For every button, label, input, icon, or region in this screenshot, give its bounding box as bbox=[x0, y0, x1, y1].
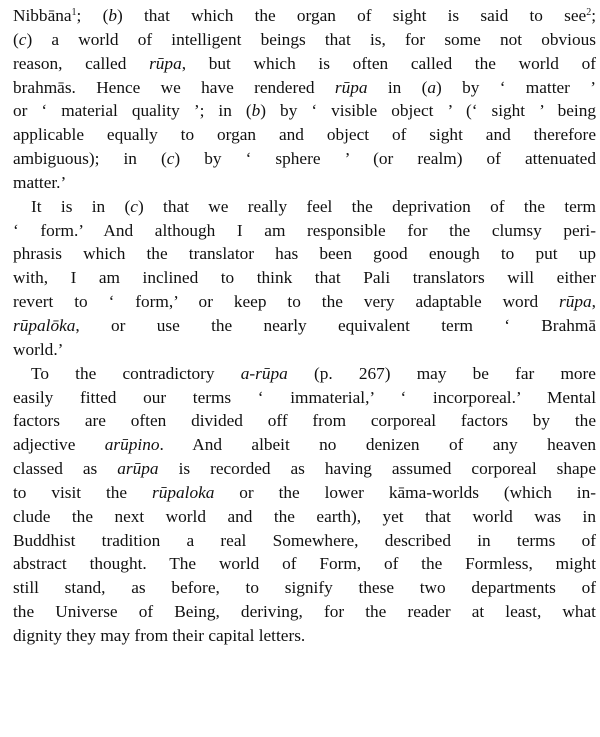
text-line bbox=[13, 457, 596, 481]
text-line bbox=[13, 242, 596, 266]
text-line bbox=[13, 338, 596, 362]
italic-term: c bbox=[166, 149, 175, 169]
text-run: to visit the bbox=[13, 482, 152, 502]
text-run: clude the next world and the earth), yet that world was in bbox=[13, 506, 596, 526]
text-run: ) that which the organ of sight is said to see bbox=[116, 6, 587, 25]
text-line bbox=[13, 123, 596, 147]
text-line bbox=[13, 290, 596, 314]
text-run: ; ( bbox=[76, 6, 109, 25]
text-run: brahmās. Hence we have rendered bbox=[13, 77, 335, 97]
text-run: ) by ‘ matter ’ bbox=[436, 77, 597, 97]
text-run: abstract thought. The world of Form, of the Formless, might bbox=[13, 554, 596, 574]
italic-term: arūpa bbox=[117, 459, 159, 479]
italic-term: c bbox=[18, 29, 27, 49]
italic-term: c bbox=[130, 196, 138, 216]
text-run: , but which is often called the world of bbox=[181, 53, 596, 73]
text-line bbox=[13, 409, 596, 433]
paragraph-nibbana-rupa-definitions bbox=[13, 4, 596, 195]
text-line bbox=[13, 576, 596, 600]
text-line bbox=[13, 52, 596, 76]
text-line bbox=[13, 266, 596, 290]
text-line bbox=[13, 529, 596, 553]
text-line bbox=[13, 386, 596, 410]
italic-term: a-rūpa bbox=[240, 363, 288, 383]
paragraph-a-rupa bbox=[13, 362, 596, 648]
text-run: , or use the nearly equivalent term ‘ Brahmā bbox=[75, 315, 596, 335]
text-run: revert to ‘ form,’ or keep to the very adaptable word bbox=[13, 292, 560, 312]
text-line bbox=[13, 481, 596, 505]
italic-term: rūpalōka bbox=[13, 315, 76, 335]
text-line bbox=[13, 600, 596, 624]
text-run: Nibbāna bbox=[13, 6, 72, 25]
text-run: with, I am inclined to think that Pali translators will either bbox=[13, 268, 596, 288]
text-run: the Universe of Being, deriving, for the reader at least, what bbox=[13, 602, 596, 622]
footnote-marker: 1 bbox=[71, 7, 77, 18]
text-line bbox=[13, 314, 596, 338]
italic-term: rūpa bbox=[559, 292, 592, 312]
text-run: reason, called bbox=[13, 53, 150, 73]
text-run: easily fitted our terms ‘ immaterial,’ ‘ incorporeal.’ Mental bbox=[13, 387, 596, 407]
footnote-marker: 2 bbox=[586, 7, 592, 18]
text-line bbox=[13, 76, 596, 100]
text-run: ‘ form.’ And although I am responsible for the clumsy peri- bbox=[13, 220, 596, 240]
text-run: (p. 267) may be far more bbox=[287, 363, 596, 383]
text-run: matter.’ bbox=[13, 172, 67, 192]
text-line bbox=[13, 552, 596, 576]
text-run: still stand, as before, to signify these two departments of bbox=[13, 578, 596, 598]
italic-term: a bbox=[427, 77, 437, 97]
text-run: ) by ‘ visible object ’ (‘ sight ’ being bbox=[260, 101, 597, 121]
text-run: classed as bbox=[13, 459, 118, 479]
text-run: . And albeit no denizen of any heaven bbox=[159, 435, 597, 455]
text-line bbox=[13, 505, 596, 529]
text-run: world.’ bbox=[13, 339, 64, 359]
text-run: phrasis which the translator has been good enough to put up bbox=[13, 244, 596, 264]
text-run: adjective bbox=[13, 435, 105, 455]
text-line bbox=[13, 195, 596, 219]
italic-term: arūpino bbox=[104, 435, 160, 455]
italic-term: rūpa bbox=[149, 53, 182, 73]
text-run: ) a world of intelligent beings that is, for some not obvious bbox=[26, 29, 596, 49]
italic-term: b bbox=[251, 101, 261, 121]
text-line bbox=[13, 219, 596, 243]
italic-term: rūpaloka bbox=[152, 482, 215, 502]
text-run: ) that we really feel the deprivation of the term bbox=[137, 196, 596, 216]
text-line bbox=[13, 147, 596, 171]
text-line bbox=[13, 362, 596, 386]
text-run: is recorded as having assumed corporeal shape bbox=[158, 459, 596, 479]
italic-term: rūpa bbox=[334, 77, 368, 97]
text-run: ) by ‘ sphere ’ (or realm) of attenuated bbox=[174, 149, 596, 169]
paragraph-term-form bbox=[13, 195, 596, 362]
text-run: ( bbox=[13, 29, 19, 49]
text-run: , bbox=[591, 292, 596, 312]
text-run: ; bbox=[591, 6, 596, 25]
text-run: or the lower kāma-worlds (which in- bbox=[214, 482, 596, 502]
text-run: dignity they may from their capital letters. bbox=[13, 625, 306, 645]
text-run: It is in ( bbox=[31, 196, 131, 216]
text-line bbox=[13, 4, 596, 28]
text-run: applicable equally to organ and object of sight and therefore bbox=[13, 125, 596, 145]
text-run: factors are often divided off from corporeal factors by the bbox=[13, 411, 596, 431]
text-run: or ‘ material quality ’; in ( bbox=[13, 101, 252, 121]
text-run: in ( bbox=[367, 77, 428, 97]
text-line bbox=[13, 624, 596, 648]
text-run: To the contradictory bbox=[31, 363, 241, 383]
text-line bbox=[13, 171, 596, 195]
italic-term: b bbox=[108, 6, 117, 25]
text-line bbox=[13, 99, 596, 123]
text-line bbox=[13, 433, 596, 457]
text-run: Buddhist tradition a real Somewhere, described in terms of bbox=[13, 530, 596, 550]
text-run: ambiguous); in ( bbox=[13, 149, 167, 169]
text-line bbox=[13, 28, 596, 52]
